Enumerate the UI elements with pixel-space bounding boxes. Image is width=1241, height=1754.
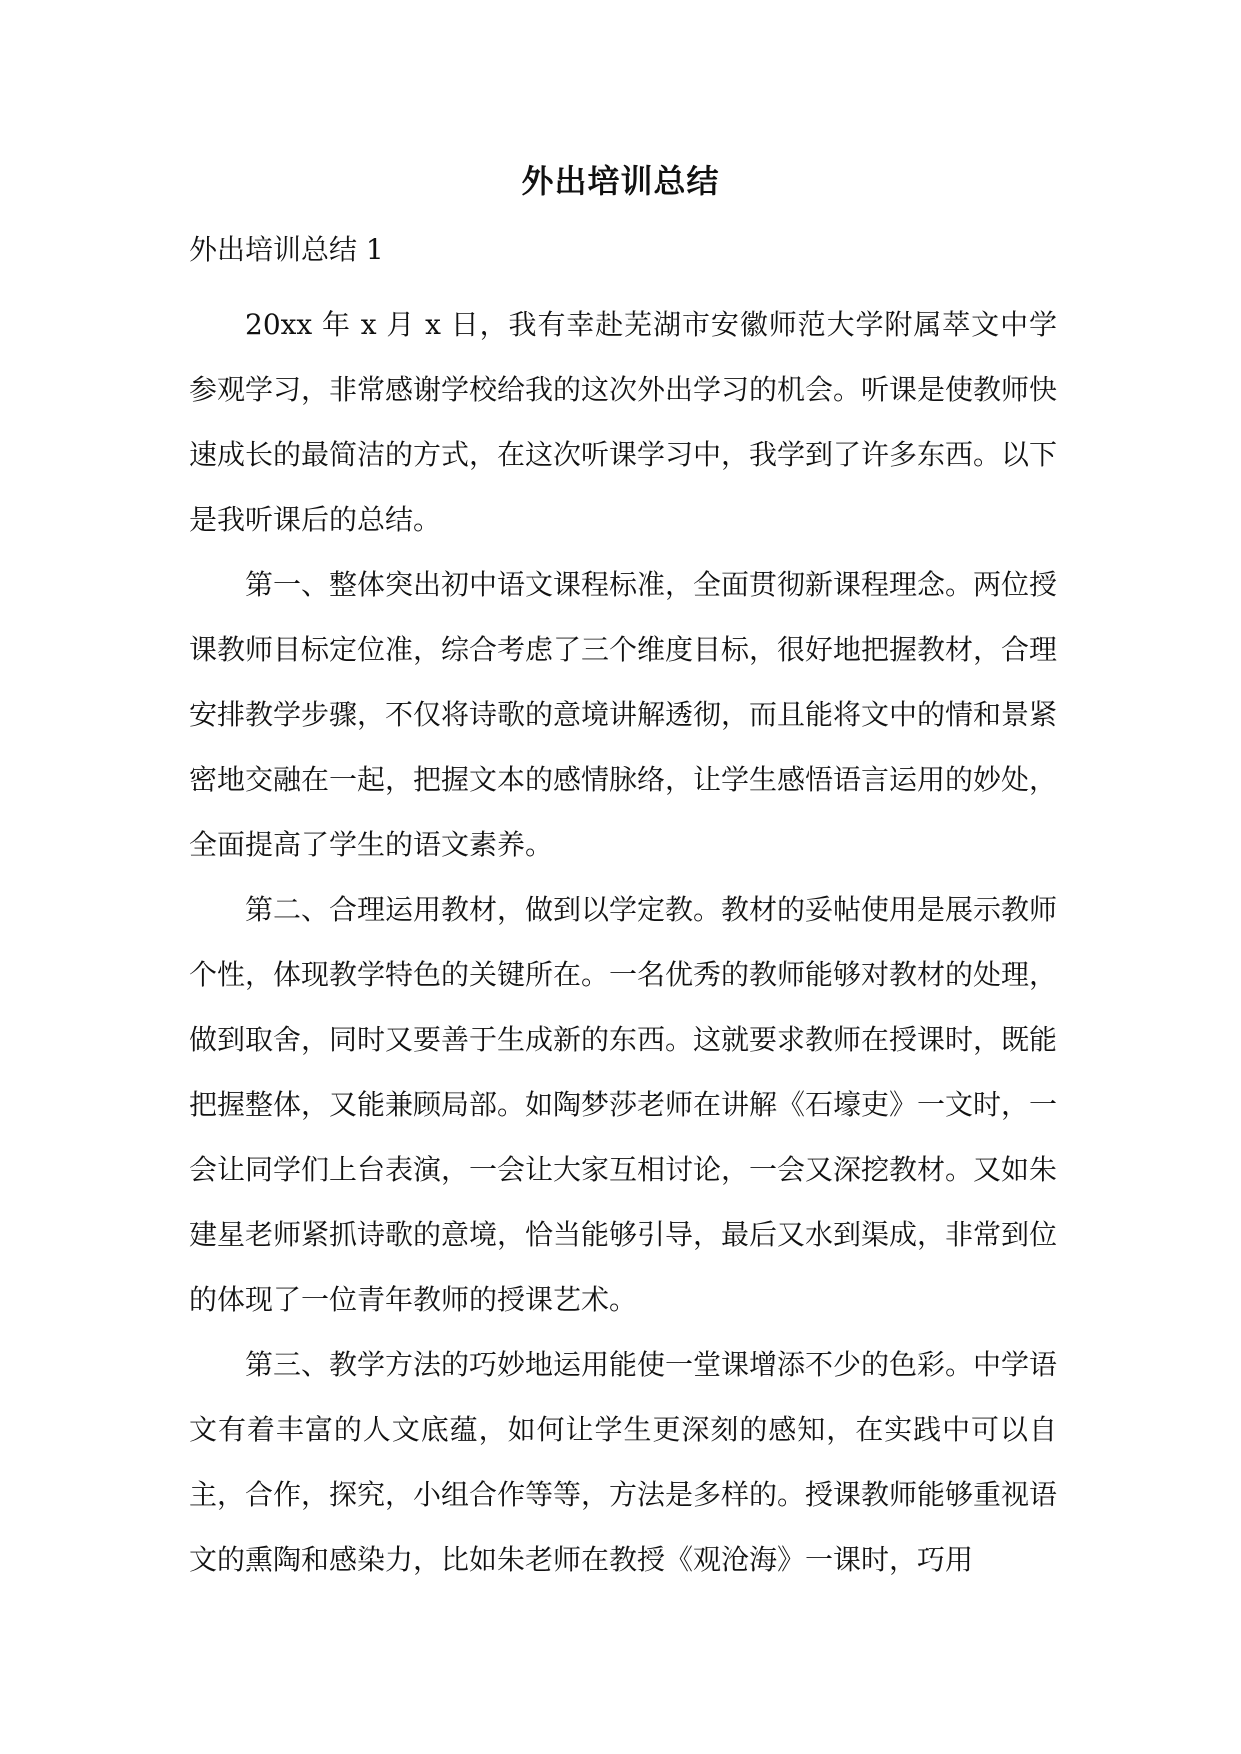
- document-title: 外出培训总结: [521, 162, 720, 200]
- section-heading: 外出培训总结 1: [189, 233, 384, 266]
- paragraph-point-one: 第一、整体突出初中语文课程标准，全面贯彻新课程理念。两位授课教师目标定位准，综合考虑了三个维度目标，很好地把握教材，合理安排教学步骤，不仅将诗歌的意境讲解透彻，而且能将文中的情和景紧密地交融在一起，把握文本的感情脉络，让学生感悟语言运用的妙处，全面提高了学生的语文素养。: [189, 568, 1058, 861]
- paragraph-point-three: 第三、教学方法的巧妙地运用能使一堂课增添不少的色彩。中学语文有着丰富的人文底蕴，如何让学生更深刻的感知，在实践中可以自主，合作，探究，小组合作等等，方法是多样的。授课教师能够重视语文的熏陶和感染力，比如朱老师在教授《观沧海》一课时，巧用: [189, 1348, 1058, 1576]
- paragraph-point-two: 第二、合理运用教材，做到以学定教。教材的妥帖使用是展示教师个性，体现教学特色的关键所在。一名优秀的教师能够对教材的处理，做到取舍，同时又要善于生成新的东西。这就要求教师在授课时，既能把握整体，又能兼顾局部。如陶梦莎老师在讲解《石壕吏》一文时，一会让同学们上台表演，一会让大家互相讨论，一会又深挖教材。又如朱建星老师紧抓诗歌的意境，恰当能够引导，最后又水到渠成，非常到位的体现了一位青年教师的授课艺术。: [189, 893, 1058, 1316]
- paragraph-intro: 20xx 年 x 月 x 日，我有幸赴芜湖市安徽师范大学附属萃文中学参观学习，非常感谢学校给我的这次外出学习的机会。听课是使教师快速成长的最简洁的方式，在这次听课学习中，我学到了许多东西。以下是我听课后的总结。: [189, 308, 1058, 536]
- document-body: [189, 292, 1057, 1592]
